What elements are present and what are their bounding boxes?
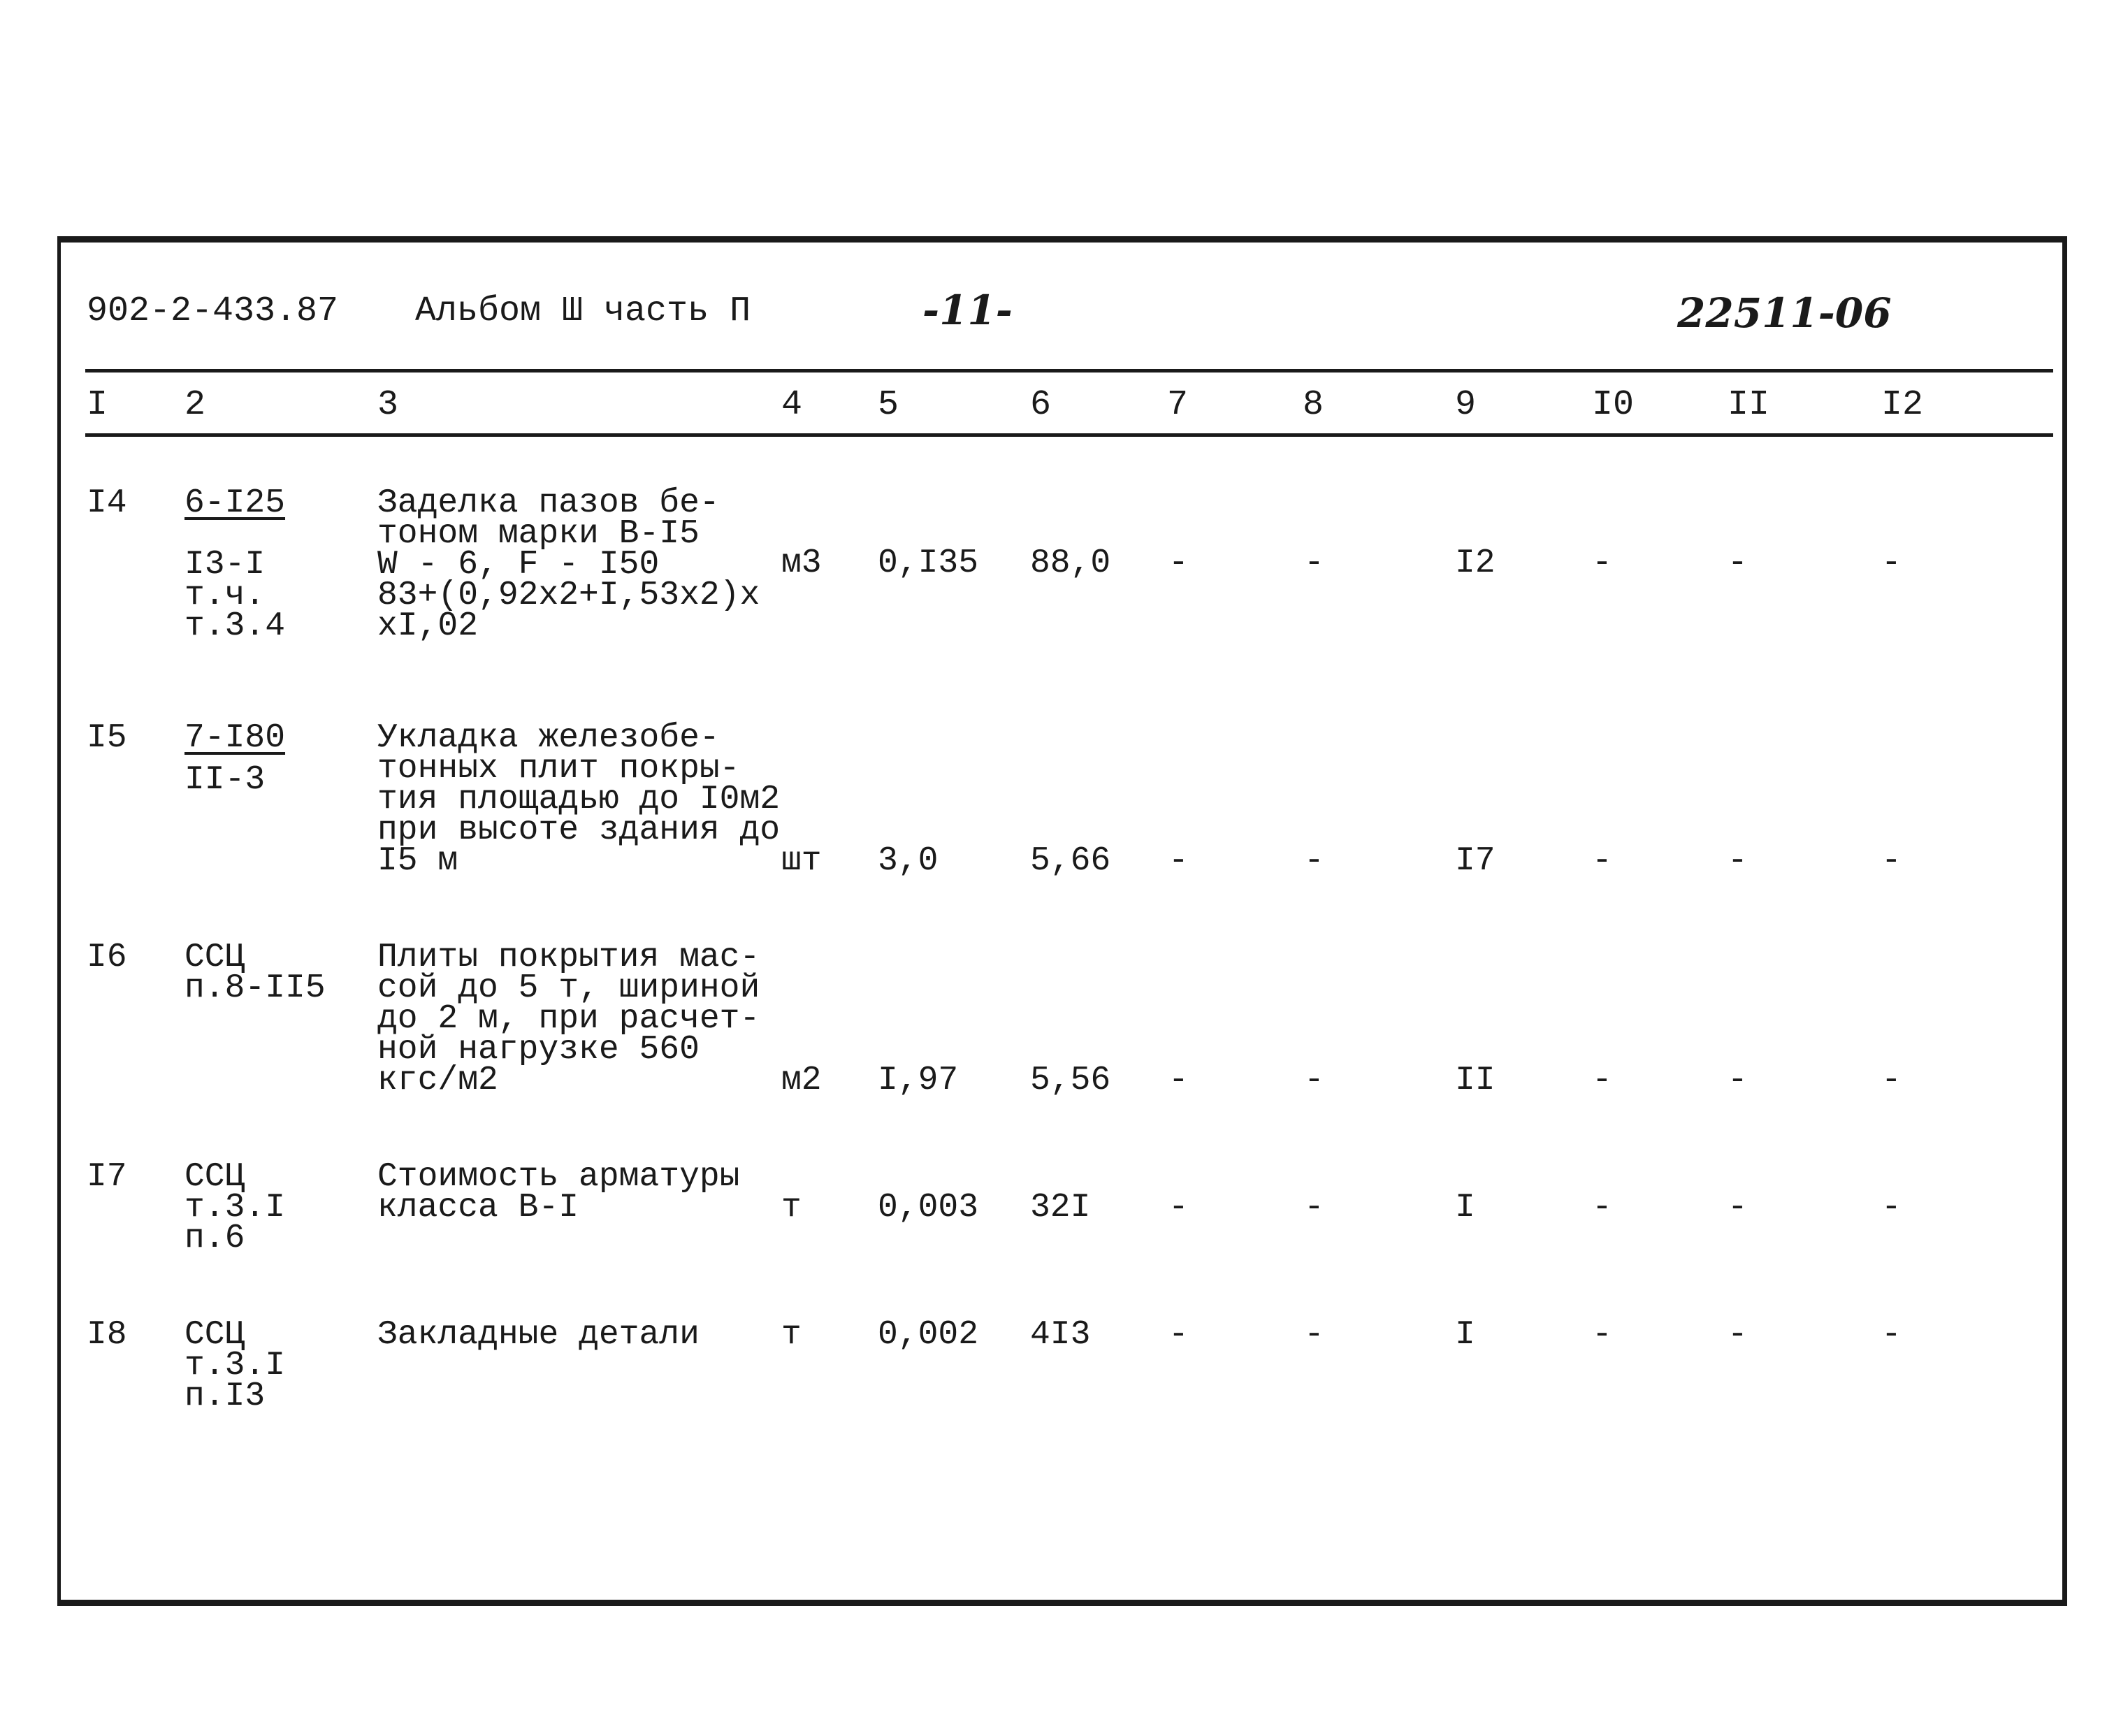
column-12-value: -: [1881, 1316, 1902, 1354]
work-description: [377, 939, 760, 1099]
quantity: 0,I35: [878, 544, 979, 582]
reference-line: п.8-II5: [184, 969, 326, 1007]
reference-line: т.3.I: [184, 1189, 286, 1227]
column-header-8: 8: [1303, 385, 1324, 425]
description-line: кгс/м2: [377, 1062, 498, 1099]
quantity: 0,003: [878, 1189, 979, 1227]
reference-line: II-3: [184, 761, 266, 799]
page-number: -11-: [922, 287, 1013, 334]
description-line: 83+(0,92x2+I,53x2)x: [377, 577, 760, 614]
column-9-value: I: [1455, 1189, 1475, 1227]
column-10-value: -: [1592, 1316, 1612, 1354]
description-line: Стоимость арматуры: [377, 1158, 740, 1196]
column-11-value: -: [1728, 1189, 1748, 1227]
column-8-value: -: [1304, 1062, 1324, 1099]
row-number: I4: [87, 484, 127, 522]
reference-line: I3-I: [184, 546, 266, 584]
column-header-12: I2: [1881, 385, 1924, 425]
column-header-4: 4: [781, 385, 803, 425]
reference-code: [184, 484, 286, 645]
column-11-value: -: [1728, 842, 1748, 880]
unit-price: 32I: [1030, 1189, 1091, 1227]
header-bottom-rule: [85, 433, 2053, 437]
column-header-9: 9: [1455, 385, 1477, 425]
description-line: Закладные детали: [377, 1316, 700, 1354]
reference-line: ССЦ: [184, 1316, 245, 1354]
description-line: Укладка железобе-: [377, 719, 720, 757]
handwritten-stamp: 22511-06: [1677, 289, 1892, 337]
column-11-value: -: [1728, 1062, 1748, 1099]
column-10-value: -: [1592, 544, 1612, 582]
column-7-value: -: [1168, 544, 1189, 582]
column-8-value: -: [1304, 544, 1324, 582]
unit-price: 88,0: [1030, 544, 1111, 582]
unit-price: 4I3: [1030, 1316, 1091, 1354]
column-8-value: -: [1304, 842, 1324, 880]
row-number: I8: [87, 1316, 127, 1354]
column-9-value: I7: [1455, 842, 1496, 880]
column-12-value: -: [1881, 1189, 1902, 1227]
column-header-7: 7: [1167, 385, 1189, 425]
description-line: Плиты покрытия мас-: [377, 939, 760, 976]
reference-code: [184, 719, 286, 799]
column-11-value: -: [1728, 544, 1748, 582]
quantity: I,97: [878, 1062, 959, 1099]
work-description: [377, 719, 781, 880]
description-line: тия площадью до I0м2: [377, 781, 781, 818]
reference-line: т.3.I: [184, 1347, 286, 1384]
reference-code: [184, 1158, 286, 1257]
column-header-3: 3: [377, 385, 399, 425]
column-7-value: -: [1168, 1062, 1189, 1099]
reference-code: [184, 1316, 286, 1415]
work-description: [377, 1158, 740, 1227]
work-description: [377, 484, 760, 645]
reference-line: 6-I25: [184, 484, 286, 522]
description-line: xI,02: [377, 607, 479, 645]
row-number: I7: [87, 1158, 127, 1196]
description-line: W - 6, F - I50: [377, 546, 660, 584]
description-line: тоном марки В-I5: [377, 515, 700, 553]
description-line: ной нагрузке 560: [377, 1031, 700, 1069]
description-line: класса В-I: [377, 1189, 579, 1227]
column-9-value: II: [1455, 1062, 1496, 1099]
description-line: до 2 м, при расчет-: [377, 1000, 760, 1038]
description-line: тонных плит покры-: [377, 750, 740, 788]
column-header-2: 2: [184, 385, 206, 425]
album-label: Альбом Ш часть П: [415, 291, 751, 331]
column-header-5: 5: [878, 385, 899, 425]
column-12-value: -: [1881, 1062, 1902, 1099]
column-9-value: I: [1455, 1316, 1475, 1354]
description-line: при высоте здания до: [377, 811, 781, 849]
quantity: 3,0: [878, 842, 939, 880]
column-8-value: -: [1304, 1189, 1324, 1227]
row-number: I6: [87, 939, 127, 976]
header-top-rule: [85, 369, 2053, 372]
column-10-value: -: [1592, 1062, 1612, 1099]
column-10-value: -: [1592, 1189, 1612, 1227]
document-code: 902-2-433.87: [87, 291, 339, 331]
column-header-1: I: [87, 385, 108, 425]
unit-price: 5,56: [1030, 1062, 1111, 1099]
table-frame: [57, 236, 2067, 1606]
reference-line: п.6: [184, 1220, 245, 1257]
reference-code: [184, 939, 326, 1007]
unit: т: [781, 1316, 802, 1354]
column-7-value: -: [1168, 842, 1189, 880]
column-11-value: -: [1728, 1316, 1748, 1354]
column-12-value: -: [1881, 544, 1902, 582]
unit: м3: [781, 544, 822, 582]
reference-line: ССЦ: [184, 1158, 245, 1196]
reference-line: т.3.4: [184, 607, 286, 645]
description-line: Заделка пазов бе-: [377, 484, 720, 522]
unit: т: [781, 1189, 802, 1227]
column-header-11: II: [1728, 385, 1770, 425]
column-header-10: I0: [1592, 385, 1635, 425]
reference-line: ССЦ: [184, 939, 245, 976]
column-8-value: -: [1304, 1316, 1324, 1354]
column-12-value: -: [1881, 842, 1902, 880]
unit: м2: [781, 1062, 822, 1099]
column-9-value: I2: [1455, 544, 1496, 582]
reference-line: п.I3: [184, 1377, 266, 1415]
unit: шт: [781, 842, 822, 880]
column-header-6: 6: [1030, 385, 1052, 425]
description-line: сой до 5 т, шириной: [377, 969, 760, 1007]
column-7-value: -: [1168, 1316, 1189, 1354]
reference-line: т.ч.: [184, 577, 266, 614]
work-description: [377, 1316, 700, 1354]
column-10-value: -: [1592, 842, 1612, 880]
description-line: I5 м: [377, 842, 458, 880]
unit-price: 5,66: [1030, 842, 1111, 880]
column-7-value: -: [1168, 1189, 1189, 1227]
reference-line: 7-I80: [184, 719, 286, 757]
row-number: I5: [87, 719, 127, 757]
quantity: 0,002: [878, 1316, 979, 1354]
